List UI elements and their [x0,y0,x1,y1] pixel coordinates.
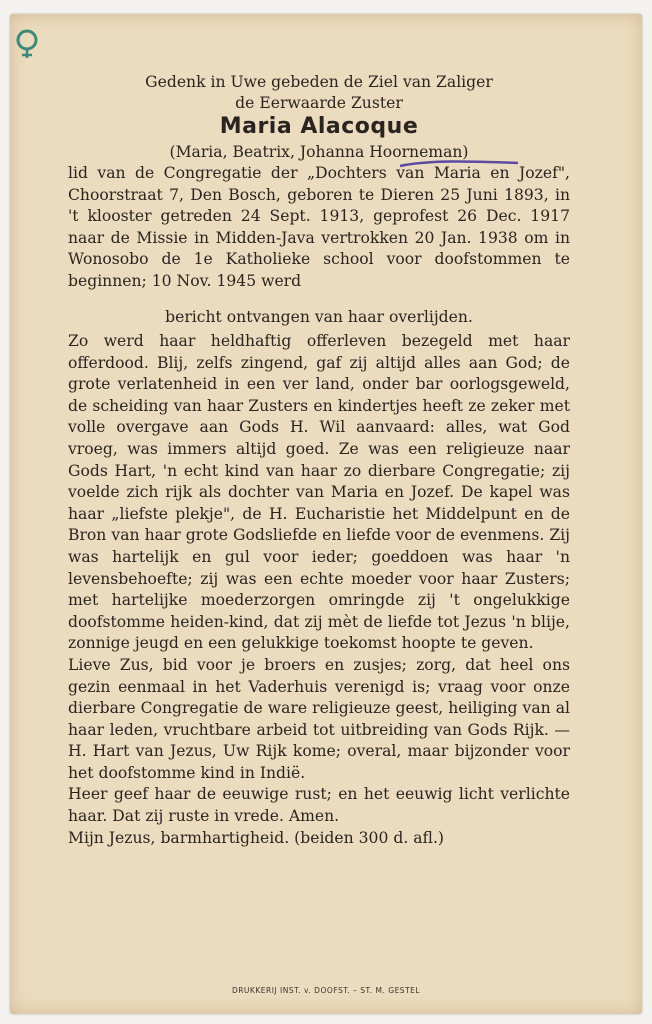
printer-credit: DRUKKERIJ INST. v. DOOFST. – ST. M. GESTEL [231,986,421,995]
congregation-text: lid van de Congregatie der „Dochters van Maria en Jozef", Choorstraat 7, Den Bosch, geboren te Dieren 25 Juni 1893, in 't klooster getreden 24 Sept. 1913, geprofest 26 Dec. 1917 naar de Missie in Midden-Java vertrokken 20 Jan. 1938 om in Wonosobo de 1e Katholieke school voor doofstommen te beginnen; 10 Nov. 1945 werd [68,164,570,290]
intro-line: Gedenk in Uwe gebeden de Ziel van Zaliger [145,73,493,91]
paragraph: Lieve Zus, bid voor je broers en zusjes; zorg, dat heel ons gezin eenmaal in het Vaderhuis verenigd is; vraag voor onze dierbare Congregatie de ware religieuze geest, heiliging van al haar leden, vruchtbare arbeid tot uitbreiding van Gods Rijk. — H. Hart van Jezus, Uw Rijk kome; overal, maar bijzonder voor het doofstomme kind in Indië. [68,655,570,782]
paragraph: Zo werd haar heldhaftig offerleven bezegeld met haar offerdood. Blij, zelfs zingend, gaf zij altijd alles aan God; de grote verlatenheid in een ver land, onder bar oorlogsgeweld, de scheiding van haar Zusters en kindertjes heeft ze zeker met volle overgave aan Gods H. Wil aanvaard: alles, wat God vroeg, was immers altijd goed. Ze was een religieuze naar Gods Hart, 'n echt kind van haar zo dierbare Congregatie; zij voelde zich rijk als dochter van Maria en Jozef. De kapel was haar „liefste plekje", de H. Eucharistie het Middelpunt en de Bron van haar grote Godsliefde en liefde voor de evenmens. Zij was hartelijk en gul voor ieder; goeddoen was haar 'n levensbehoefte; zij was een echte moeder voor haar Zusters; met hartelijke moederzorgen omringde zij 't ongelukkige doofstomme heiden-kind, dat zij mèt de liefde tot Jezus 'n blije, zonnige jeugd en een gelukkige toekomst hoopte te geven. [68,332,570,653]
bio-last-line: bericht ontvangen van haar overlijden. [165,308,473,326]
title-prefix: de Eerwaarde Zuster [235,94,403,112]
main-text [68,331,570,849]
deceased-name: Maria Alacoque [219,114,419,139]
paragraph: Heer geef haar de eeuwige rust; en het eeuwig licht verlichte haar. Dat zij ruste in vrede. Amen. [68,785,570,826]
paragraph: Mijn Jezus, barmhartigheid. (beiden 300 d. afl.) [68,828,444,847]
full-name: (Maria, Beatrix, Johanna Hoorneman) [169,143,469,161]
teal-ring-icon [14,26,40,60]
